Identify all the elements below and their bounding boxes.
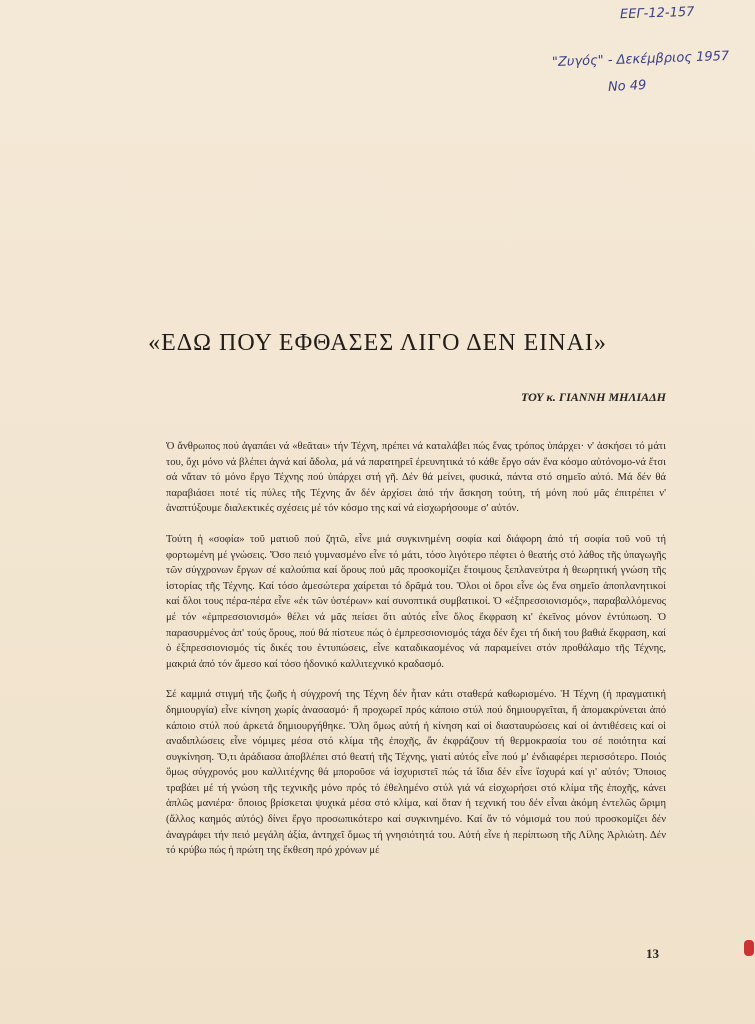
paragraph-1: Ὁ ἄνθρωπος πού ἀγαπάει νά «θεᾶται» τήν Τέχνη, πρέπει νά καταλάβει πώς ἕνας τρόπος ὑπάρχει· ν' ἀσκήσει τό μάτι του, ὄχι μόνο νά βλέπει ἁγνά καί ἄδολα, μά νά παρατηρεῖ ἐρευνητικά τό κάθε ἔργο σάν ἕνα κόσμο αὐτόνομο-νά ἔτσι σά νἄταν τό μόνο ἔργο Τέχνης πού ὑπάρχει στή γῆ. Δέν θά μείνει, φυσικά, πάντα στό σημεῖο αὐτό. Μά δέν θά παραβιάσει ποτέ τίς πύλες τῆς Τέχνης ἄν δέν ἀρχίσει ἀπό τήν ἄσκηση τούτη, τή μόνη πού μᾶς ἐπιτρέπει ν' ἀναπτύξουμε διαλεκτικές σχέσεις μέ τόν κόσμο της καί νά εἰσχωρήσουμε σ' αὐτόν. [166,441,666,515]
archive-reference-note: ΕΕΓ-12-157 [619,4,695,23]
issue-note: Νο 49 [607,78,647,95]
article-title: «ΕΔΩ ΠΟΥ ΕΦΘΑΣΕΣ ΛΙΓΟ ΔΕΝ ΕΙΝΑΙ» [148,330,607,356]
article-body [166,439,666,859]
margin-mark-icon [744,940,754,956]
page-number: 13 [646,946,659,961]
source-note: "Ζυγός" - Δεκέμβριος 1957 [551,48,730,71]
paragraph-3: Σέ καμμιά στιγμή τῆς ζωῆς ἡ σύγχρονή της Τέχνη δέν ἦταν κάτι σταθερά καθωρισμένο. Ἡ Τέχνη (ἡ πραγματική δημιουργία) εἶνε κίνηση χωρίς ἀνασασμό· ἤ προχωρεῖ πρός κάποιο στύλ πού δημιουργεῖται, ἤ ἀπομακρύνεται ἀπό κάποιο στύλ πού ἀρκετά δημιουργήθηκε. Ὅλη ὅμως αὐτή ἡ κίνηση καί οἱ διασταυρώσεις καί οἱ ἀντιθέσεις καί οἱ αναδιπλώσεις εἶνε νόμιμες μέσα στό κλίμα τῆς ἐποχῆς, ἄν ἐκφράζουν τή θερμοκρασία του σέ ποιότητα καί συγκίνηση. Ὅ,τι ἀράδιασα ἀποβλέπει στό θεατή τῆς Τέχνης, γιατί αὐτός εἶνε πού μ' ἐνδιαφέρει περισσότερο. Ποιός ὅμως σύγχρονός μου καλλιτέχνης θά μποροῦσε νά ἰσχυριστεῖ πώς τά ἴδια δέν εἶνε ἴσχυρά καί γι' αὐτόν; Ὅποιος τραβάει μέ τή γνώση τῆς τεχνικῆς μόνο πρός τό ἐθελημένο στύλ γιά νά εἰσχωρήσει στό κλίμα τῆς ἐποχῆς, κάνει ἁπλῶς μανιέρα· ὅποιος βρίσκεται ψυχικά μέσα στό κλίμα, καί ὅταν ἡ τεχνική του δέν εἶναι ἀκόμη ἐντελῶς ὥριμη (ἄλλος καημός αὐτός) δίνει ἔργο προσωπικότερο καί συγκινημένο. Καί ἄν τό νόμισμά του πού προσκομίζει δέν ἀναγράφει τήν πειό μεγάλη ἀξία, ἀντηχεῖ ὅμως τή γνησιότητά του. Αὐτή εἶνε ἡ περίπτωση τῆς Λίλης Ἀρλιώτη. Δέν τό κρύβω πώς ἡ πρώτη της ἔκθεση πρό χρόνων μέ [166,689,666,857]
article-byline: ΤΟΥ κ. ΓΙΑΝΝΗ ΜΗΛΙΑΔΗ [521,390,666,404]
paragraph-2: Τούτη ἡ «σοφία» τοῦ ματιοῦ πού ζητῶ, εἶνε μιά συγκινημένη σοφία καί διάφορη ἀπό τή σοφία τοῦ νοῦ τή φορτωμένη μέ γνώσεις. Ὅσο πειό γυμνασμένο εἶνε τό μάτι, τόσο λιγότερο πέφτει ὁ θεατής στό λάθος τῆς ὑπαγωγῆς τῶν σύγχρονων ἔργων σέ καλούπια καί ὅρους πού μᾶς προσκομίζει ἕτοιμους ξεπλανεύτρα ἡ θεωρητική γνώση τῆς ἱστορίας τῆς Τέχνης. Καί τόσο ἀμεσώτερα χαίρεται τό δρᾶμά του. Ὅλοι οἱ ὅροι εἶνε ὡς ἕνα σημεῖο ἀποπλανητικοί καί ὅλοι τους πέρα-πέρα εἶνε «ἐκ τῶν ὑστέρων» καί συνοπτικά συμβατικοί. Ὁ «ἐξπρεσσιονισμός», παραβαλλόμενος μέ τόν «ἐμπρεσσιονισμό» θέλει νά μᾶς πείσει ὅτι αὐτός εἶνε ὅλος ἔκφραση κι' ἐκεῖνος μόνον ἐντύπωση. Ὁ παρασυρμένος ἀπ' τούς ὅρους, πού θά πίστευε πώς ὁ ἐμπρεσσιονισμός τάχα δέν ἔχει τή δική του βαθιά ἔκφραση, καί ὁ ἐξπρεσσιονισμός τίς δικές του ἐντυπώσεις, εἶνε καταδικασμένος νά παραμείνει στόν προθάλαμο τῆς Τέχνης, μακριά ἀπό τόν ἄμεσο καί τόσο ἡδονικό καλλιτεχνικό κραδασμό. [166,533,666,670]
